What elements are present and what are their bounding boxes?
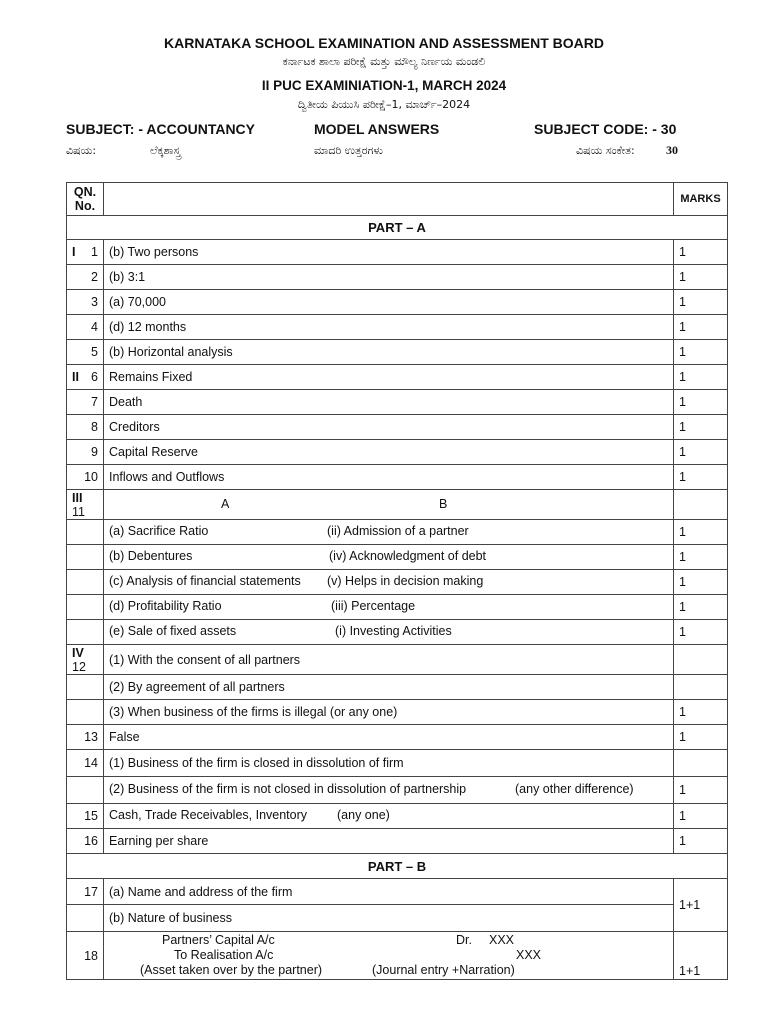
table-row: 5 (b) Horizontal analysis 1	[67, 340, 728, 365]
journal-credit: To Realisation A/c	[174, 947, 274, 962]
answer-header	[104, 183, 674, 216]
marks-cell: 1	[674, 315, 728, 340]
exam-title-kannada: ದ್ವಿತೀಯ ಪಿಯುಸಿ ಪರೀಕ್ಷೆ–1, ಮಾರ್ಚ್–2024	[297, 98, 471, 111]
table-row: 15 Cash, Trade Receivables, Inventory (any one) 1	[67, 804, 728, 829]
table-header-row	[67, 183, 728, 216]
answer-cell: Capital Reserve	[104, 440, 674, 465]
column-b-heading: B	[439, 496, 448, 511]
table-row: 4 (d) 12 months 1	[67, 315, 728, 340]
subject-code-label: SUBJECT CODE: - 30	[534, 121, 677, 137]
match-row: (c) Analysis of financial statements (v) Helps in decision making 1	[67, 570, 728, 595]
answer-cell: (b) Horizontal analysis	[104, 340, 674, 365]
table-row: 9 Capital Reserve 1	[67, 440, 728, 465]
table-row: 7 Death 1	[67, 390, 728, 415]
marks-header: MARKS	[674, 183, 728, 216]
table-row: (b) Nature of business	[67, 905, 728, 932]
subject-code-kannada-value: 30	[666, 143, 678, 157]
marks-cell: 1	[674, 440, 728, 465]
table-row: 16 Earning per share 1	[67, 829, 728, 854]
subject-kannada: ಲೆಕ್ಕಶಾಸ್ತ್ರ	[150, 144, 181, 157]
journal-entry-row: 18 Partners’ Capital A/c Dr. XXX To Realisation A/c XXX (Asset taken over by the partner) (Journal entry +Narration) 1+1	[67, 932, 728, 980]
q11-header-row: III 11 A B	[67, 490, 728, 520]
model-answers-label: MODEL ANSWERS	[314, 121, 440, 137]
table-row: (2) By agreement of all partners	[67, 675, 728, 700]
table-row: 2 (b) 3:1 1	[67, 265, 728, 290]
subject-code-kannada-label: ವಿಷಯ ಸಂಕೇತ:	[576, 144, 635, 157]
table-row: II 6 Remains Fixed 1	[67, 365, 728, 390]
journal-note: (Journal entry +Narration)	[372, 962, 515, 977]
qn-header: QN. No.	[67, 183, 104, 216]
journal-dr: Dr.	[456, 932, 472, 947]
match-row: (d) Profitability Ratio (iii) Percentage 1	[67, 595, 728, 620]
part-b-row	[67, 854, 728, 879]
section-roman: I	[72, 245, 76, 259]
section-roman: III	[72, 490, 83, 505]
marks-cell: 1	[674, 240, 728, 265]
table-row: 13 False 1	[67, 725, 728, 750]
answer-cell: Inflows and Outflows	[104, 465, 674, 490]
answer-cell: Remains Fixed	[104, 365, 674, 390]
subject-kannada-label: ವಿಷಯ:	[66, 144, 97, 157]
marks-cell: 1	[674, 290, 728, 315]
table-row: 14 (1) Business of the firm is closed in dissolution of firm	[67, 750, 728, 777]
table-row: 8 Creditors 1	[67, 415, 728, 440]
journal-debit: Partners’ Capital A/c	[162, 932, 275, 947]
marks-cell: 1	[674, 340, 728, 365]
table-row: 10 Inflows and Outflows 1	[67, 465, 728, 490]
board-title: KARNATAKA SCHOOL EXAMINATION AND ASSESSMENT BOARD	[164, 35, 604, 51]
journal-dr-amount: XXX	[489, 932, 515, 947]
table-row: 3 (a) 70,000 1	[67, 290, 728, 315]
board-title-kannada: ಕರ್ನಾಟಕ ಶಾಲಾ ಪರೀಕ್ಷೆ ಮತ್ತು ಮೌಲ್ಯ ನಿರ್ಣಯ ಮಂಡಲಿ	[282, 55, 486, 68]
part-a-row	[67, 216, 728, 240]
table-row: (2) Business of the firm is not closed in dissolution of partnership (any other difference) 1	[67, 777, 728, 804]
answer-cell: (b) Two persons	[104, 240, 674, 265]
answer-cell: (b) 3:1	[104, 265, 674, 290]
part-a-heading: PART – A	[67, 216, 728, 240]
marks-cell: 1	[674, 415, 728, 440]
subject-label: SUBJECT: - ACCOUNTANCY	[66, 121, 255, 137]
answer-cell: (d) 12 months	[104, 315, 674, 340]
answer-cell: Creditors	[104, 415, 674, 440]
answer-cell: (a) 70,000	[104, 290, 674, 315]
table-row: I 1 (b) Two persons 1	[67, 240, 728, 265]
model-answers-kannada: ಮಾದರಿ ಉತ್ತರಗಳು	[314, 144, 383, 157]
match-row: (a) Sacrifice Ratio (ii) Admission of a partner 1	[67, 520, 728, 545]
column-a-heading: A	[221, 496, 230, 511]
marks-cell: 1	[674, 390, 728, 415]
section-roman: IV	[72, 645, 84, 660]
answer-cell: Death	[104, 390, 674, 415]
marks-cell: 1	[674, 265, 728, 290]
match-row: (b) Debentures (iv) Acknowledgment of debt 1	[67, 545, 728, 570]
answer-table	[66, 182, 728, 980]
section-roman: II	[72, 370, 79, 384]
match-row: (e) Sale of fixed assets (i) Investing Activities 1	[67, 620, 728, 645]
part-b-heading: PART – B	[67, 854, 728, 879]
journal-narration: (Asset taken over by the partner)	[140, 962, 323, 977]
exam-title: II PUC EXAMINIATION-1, MARCH 2024	[261, 78, 507, 93]
table-row: 17 (a) Name and address of the firm 1+1	[67, 879, 728, 905]
marks-cell: 1	[674, 465, 728, 490]
table-row: (3) When business of the firms is illegal (or any one) 1	[67, 700, 728, 725]
q12-row: IV 12 (1) With the consent of all partners	[67, 645, 728, 675]
journal-cr-amount: XXX	[516, 947, 542, 962]
marks-cell: 1	[674, 365, 728, 390]
